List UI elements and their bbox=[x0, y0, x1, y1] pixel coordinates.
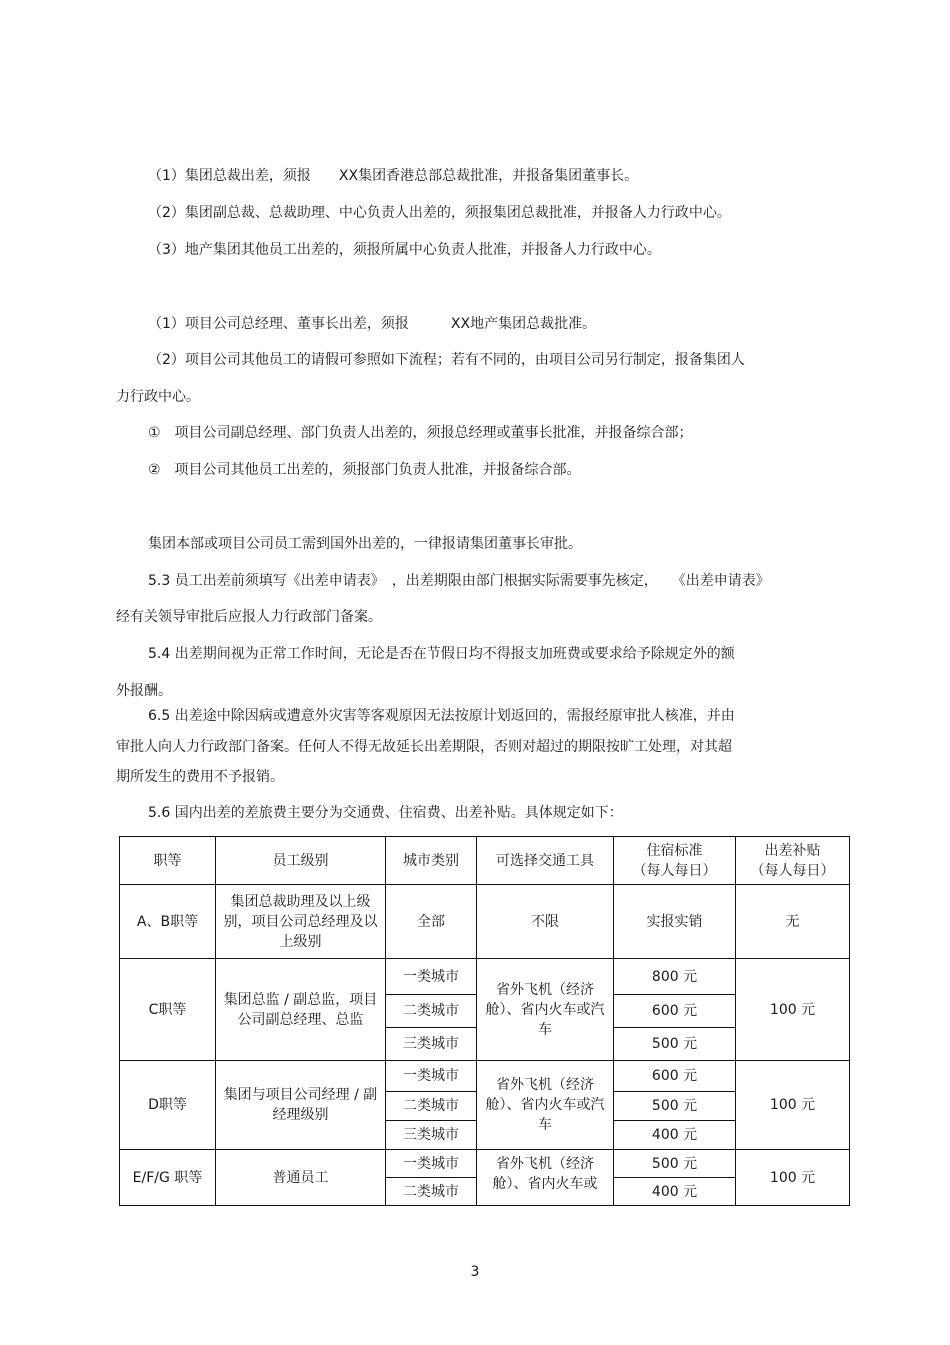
table-header-row bbox=[120, 837, 850, 885]
paragraph-5-line2: 力行政中心。 bbox=[116, 389, 200, 405]
paragraph-6: ① 项目公司副总经理、部门负责人出差的，须报总经理或董事长批准，并报备综合部； bbox=[148, 425, 693, 441]
city-cell: 二类城市 bbox=[386, 995, 477, 1028]
paragraph-9-line1: 5.3 员工出差前须填写《出差申请表》 ，出差期限由部门根据实际需要事先核定， 《出差申请表》 bbox=[148, 573, 770, 589]
allowance-cell: 无 bbox=[736, 885, 850, 959]
hotel-cell: 600 元 bbox=[614, 1061, 736, 1092]
level-cell: 集团总裁助理及以上级别，项目公司总经理及以上级别 bbox=[216, 885, 386, 959]
paragraph-12: 5.6 国内出差的差旅费主要分为交通费、住宿费、出差补贴。具体规定如下： bbox=[148, 805, 623, 821]
header-hotel bbox=[614, 837, 736, 885]
paragraph-10-line1: 5.4 出差期间视为正常工作时间，无论是否在节假日均不得报支加班费或要求给予除规定外的额 bbox=[148, 646, 735, 662]
paragraph-11-line2: 审批人向人力行政部门备案。任何人不得无故延长出差期限，否则对超过的期限按旷工处理，对其超 bbox=[116, 739, 732, 755]
header-allowance-unit: （每人每日） bbox=[750, 862, 835, 879]
paragraph-11-line3: 期所发生的费用不予报销。 bbox=[116, 769, 284, 785]
paragraph-5-line1: （2）项目公司其他员工的请假可参照如下流程；若有不同的，由项目公司另行制定，报备集团人 bbox=[148, 352, 745, 368]
grade-cell: C职等 bbox=[120, 959, 216, 1061]
travel-expense-table bbox=[119, 836, 850, 1206]
paragraph-1: （1）集团总裁出差，须报 XX集团香港总部总裁批准，并报备集团董事长。 bbox=[148, 168, 639, 184]
transport-cell: 不限 bbox=[477, 885, 614, 959]
paragraph-3: （3）地产集团其他员工出差的，须报所属中心负责人批准，并报备人力行政中心。 bbox=[148, 242, 661, 258]
transport-cell: 省外飞机（经济舱）、省内火车或 bbox=[477, 1150, 614, 1206]
paragraph-11-line1: 6.5 出差途中除因病或遭意外灾害等客观原因无法按原计划返回的，需报经原审批人核准，并由 bbox=[148, 708, 735, 724]
transport-cell: 省外飞机（经济舱）、省内火车或汽车 bbox=[477, 959, 614, 1061]
header-transport: 可选择交通工具 bbox=[477, 837, 614, 885]
header-allowance bbox=[736, 837, 850, 885]
hotel-cell: 实报实销 bbox=[614, 885, 736, 959]
header-hotel-title: 住宿标准 bbox=[646, 842, 703, 859]
table-row bbox=[120, 1061, 850, 1092]
city-cell: 三类城市 bbox=[386, 1121, 477, 1150]
grade-cell: E/F/G 职等 bbox=[120, 1150, 216, 1206]
transport-cell: 省外飞机（经济舱）、省内火车或汽车 bbox=[477, 1061, 614, 1150]
header-allowance-title: 出差补贴 bbox=[764, 842, 821, 859]
allowance-cell: 100 元 bbox=[736, 1150, 850, 1206]
paragraph-2: （2）集团副总裁、总裁助理、中心负责人出差的，须报集团总裁批准，并报备人力行政中心。 bbox=[148, 205, 731, 221]
level-cell: 集团与项目公司经理 / 副经理级别 bbox=[216, 1061, 386, 1150]
hotel-cell: 500 元 bbox=[614, 1092, 736, 1121]
table-row bbox=[120, 885, 850, 959]
city-cell: 二类城市 bbox=[386, 1178, 477, 1206]
city-cell: 一类城市 bbox=[386, 1061, 477, 1092]
allowance-cell: 100 元 bbox=[736, 959, 850, 1061]
header-city: 城市类别 bbox=[386, 837, 477, 885]
header-hotel-unit: （每人每日） bbox=[632, 862, 717, 879]
hotel-cell: 600 元 bbox=[614, 995, 736, 1028]
hotel-cell: 400 元 bbox=[614, 1178, 736, 1206]
city-cell: 全部 bbox=[386, 885, 477, 959]
header-level: 员工级别 bbox=[216, 837, 386, 885]
level-cell: 普通员工 bbox=[216, 1150, 386, 1206]
city-cell: 一类城市 bbox=[386, 959, 477, 995]
city-cell: 二类城市 bbox=[386, 1092, 477, 1121]
paragraph-7: ② 项目公司其他员工出差的，须报部门负责人批准，并报备综合部。 bbox=[148, 462, 581, 478]
level-cell: 集团总监 / 副总监，项目公司副总经理、总监 bbox=[216, 959, 386, 1061]
hotel-cell: 800 元 bbox=[614, 959, 736, 995]
table-row bbox=[120, 959, 850, 995]
allowance-cell: 100 元 bbox=[736, 1061, 850, 1150]
header-grade: 职等 bbox=[120, 837, 216, 885]
page-number: 3 bbox=[470, 1264, 480, 1280]
city-cell: 一类城市 bbox=[386, 1150, 477, 1178]
city-cell: 三类城市 bbox=[386, 1028, 477, 1061]
grade-cell: A、B职等 bbox=[120, 885, 216, 959]
hotel-cell: 500 元 bbox=[614, 1150, 736, 1178]
hotel-cell: 500 元 bbox=[614, 1028, 736, 1061]
grade-cell: D职等 bbox=[120, 1061, 216, 1150]
table-row bbox=[120, 1150, 850, 1178]
paragraph-4: （1）项目公司总经理、董事长出差，须报 XX地产集团总裁批准。 bbox=[148, 316, 597, 332]
paragraph-10-line2: 外报酬。 bbox=[116, 683, 172, 699]
paragraph-8: 集团本部或项目公司员工需到国外出差的，一律报请集团董事长审批。 bbox=[148, 536, 582, 552]
paragraph-9-line2: 经有关领导审批后应报人力行政部门备案。 bbox=[116, 609, 382, 625]
hotel-cell: 400 元 bbox=[614, 1121, 736, 1150]
